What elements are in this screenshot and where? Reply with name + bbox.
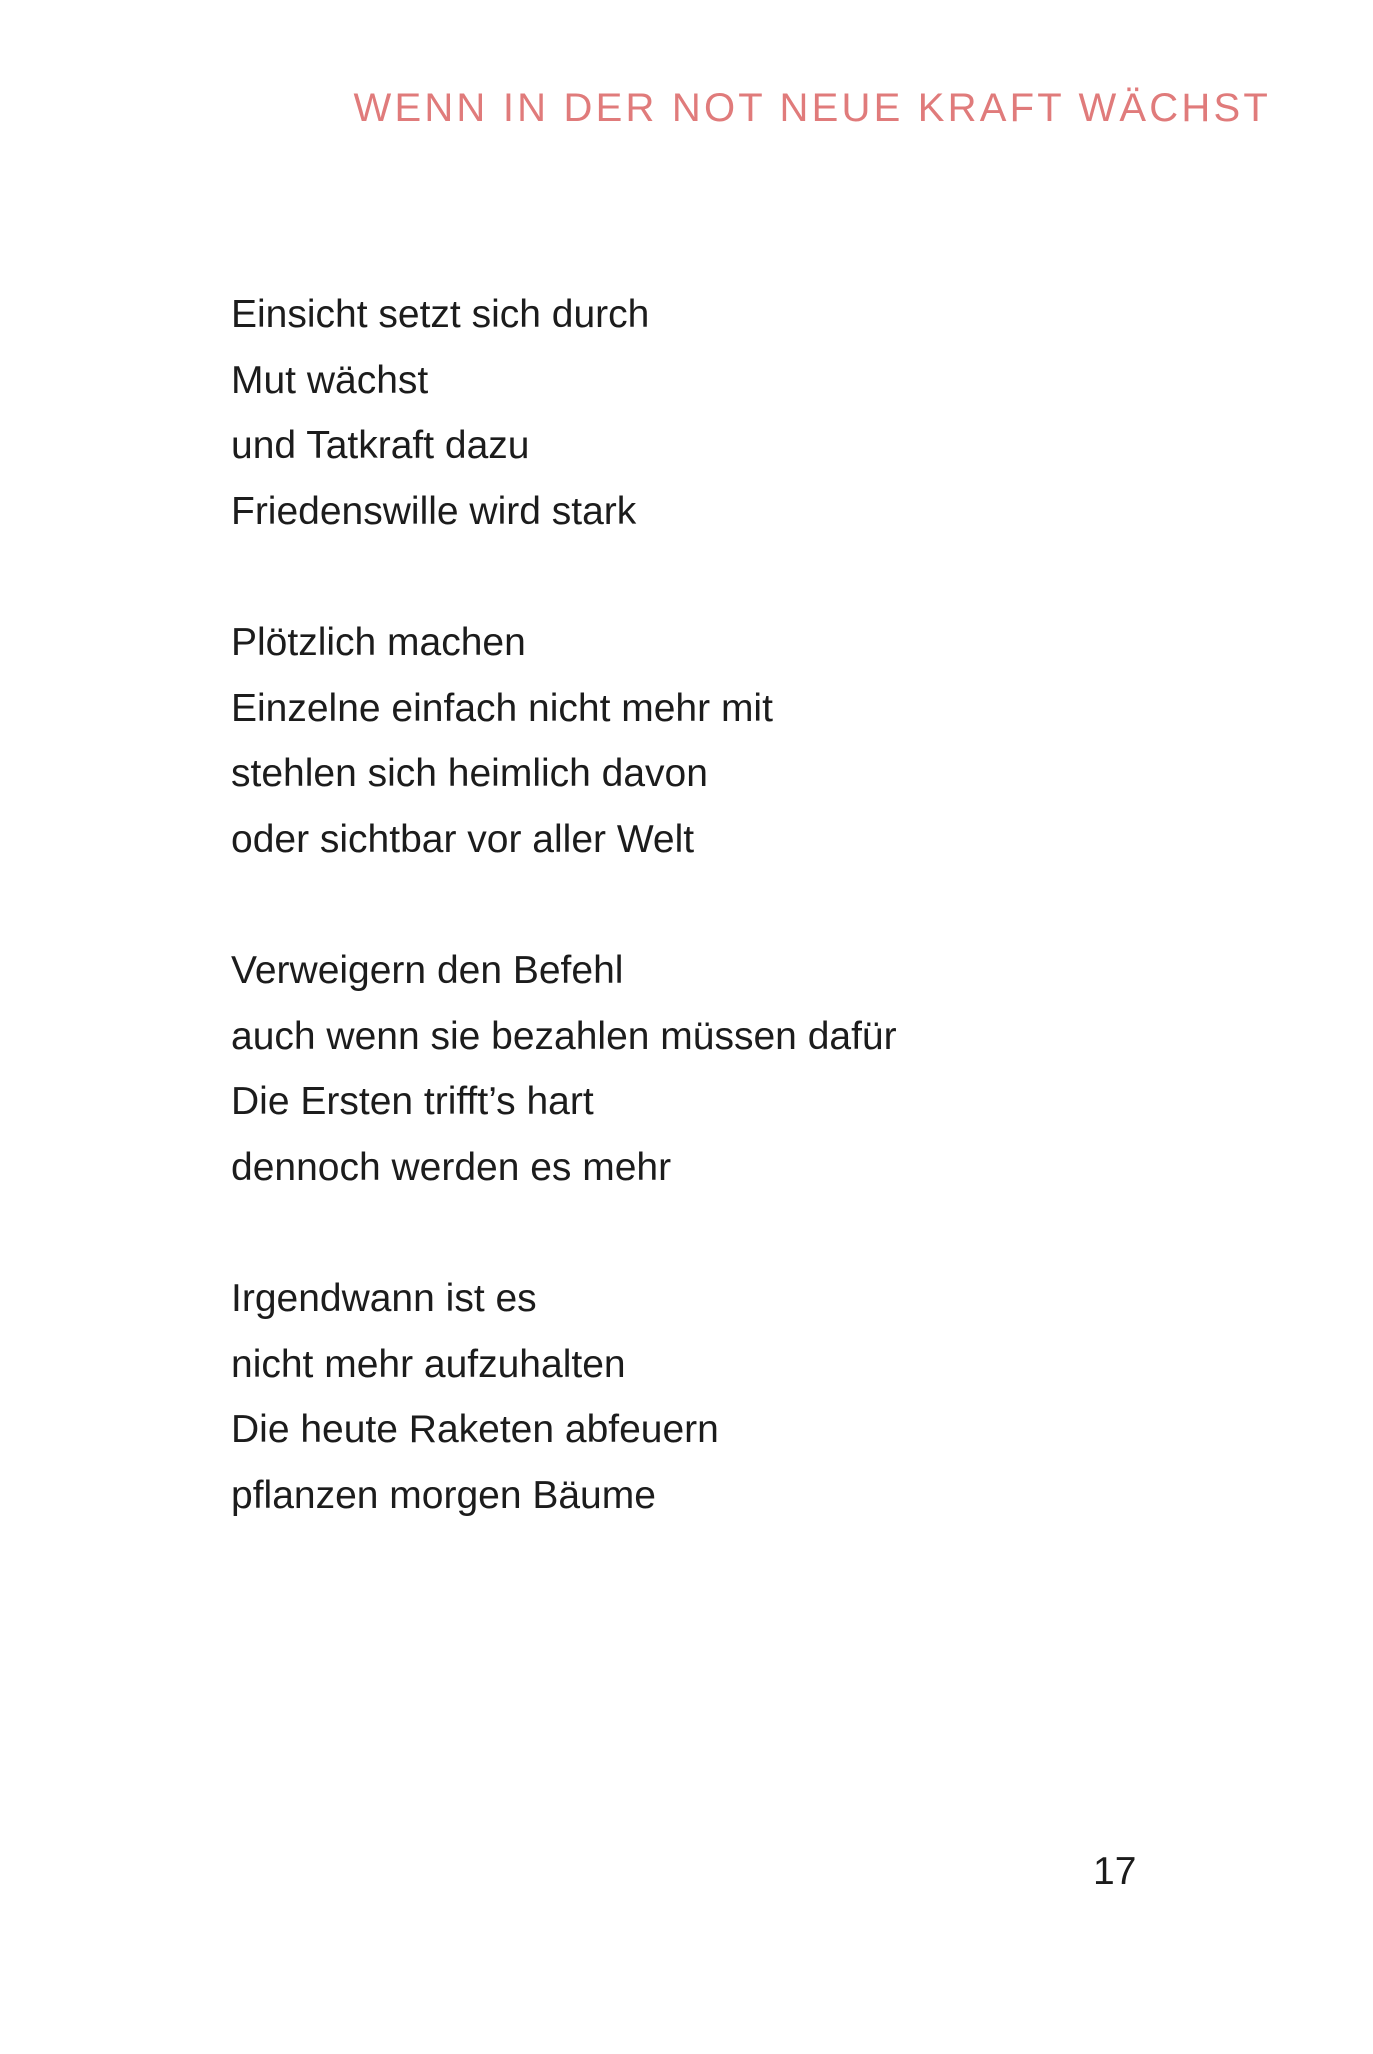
poem-line: nicht mehr aufzuhalten <box>231 1342 626 1386</box>
poem-line: pflanzen morgen Bäume <box>231 1473 656 1517</box>
page-number: 17 <box>1093 1850 1137 1893</box>
poem-line: stehlen sich heimlich davon <box>231 752 708 795</box>
poem-line: Plötzlich machen <box>231 621 526 664</box>
poem-line: dennoch werden es mehr <box>231 1145 672 1189</box>
poem <box>231 282 1231 1594</box>
poem-line: Verweigern den Befehl <box>231 949 624 992</box>
stanza-3 <box>231 938 1231 1200</box>
stanza-1 <box>231 282 1231 544</box>
poem-line: Einsicht setzt sich durch <box>231 293 650 336</box>
poem-line: und Tatkraft dazu <box>231 424 530 467</box>
poem-line: Irgendwann ist es <box>231 1277 537 1320</box>
stanza-4 <box>231 1266 1231 1528</box>
poem-line: Die Ersten trifft’s hart <box>231 1080 594 1123</box>
poem-line: Einzelne einfach nicht mehr mit <box>231 686 773 730</box>
poem-line: auch wenn sie bezahlen müssen dafür <box>231 1014 897 1058</box>
poem-line: Friedenswille wird stark <box>231 489 637 533</box>
stanza-2 <box>231 610 1231 872</box>
poem-line: Die heute Raketen abfeuern <box>231 1408 719 1451</box>
poem-line: oder sichtbar vor aller Welt <box>231 817 695 861</box>
running-head: WENN IN DER NOT NEUE KRAFT WÄCHST <box>353 86 1271 130</box>
poem-line: Mut wächst <box>231 358 429 402</box>
